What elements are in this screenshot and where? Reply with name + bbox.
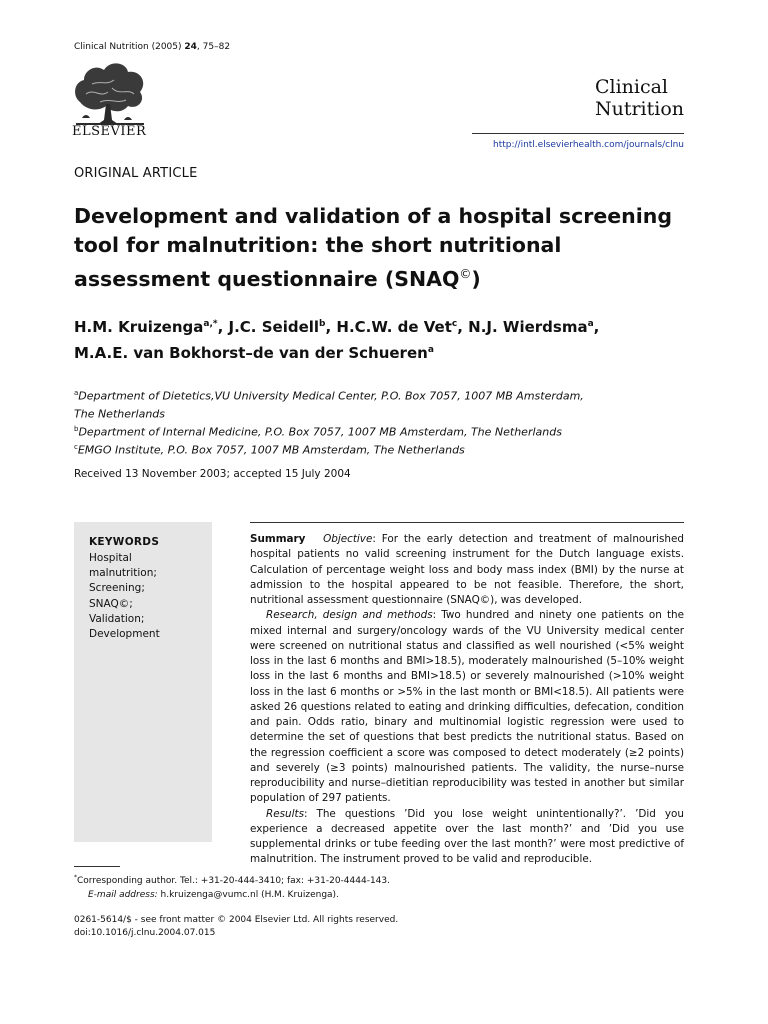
author-separator: , bbox=[325, 318, 337, 336]
author-separator: , bbox=[217, 318, 229, 336]
email-label: E-mail address: bbox=[88, 890, 158, 900]
author-affiliation-mark: c bbox=[451, 319, 458, 329]
journal-citation bbox=[74, 42, 230, 52]
summary-rule bbox=[250, 522, 684, 523]
keyword-item: Screening; bbox=[89, 582, 145, 595]
affiliation-line bbox=[74, 440, 694, 458]
header-rule bbox=[472, 133, 684, 134]
affiliation-text: Department of Internal Medicine, P.O. Box 7057, 1007 MB Amsterdam, The Netherlands bbox=[78, 425, 562, 439]
summary-results-text: : The questions ’Did you lose weight unintentionally?’. ’Did you experience a decreased appetite over the last month?’ and ’Did you use supplemental drinks or tube feeding over the last month?’ were most predictive of malnutrition. The instrument proved to be valid and reproducible. bbox=[250, 807, 684, 866]
article-title bbox=[74, 202, 694, 294]
footnote-corresponding bbox=[74, 871, 390, 888]
author bbox=[74, 344, 434, 362]
email-link[interactable]: h.kruizenga@vumc.nl (H.M. Kruizenga). bbox=[157, 890, 339, 900]
summary-methods-head: Research, design and methods bbox=[266, 609, 433, 622]
citation-journal: Clinical Nutrition (2005) bbox=[74, 42, 182, 52]
summary-results bbox=[250, 807, 684, 868]
summary-objective-head: Objective bbox=[323, 533, 373, 545]
affiliation-mark: c bbox=[74, 443, 78, 452]
summary-objective bbox=[250, 532, 684, 608]
author-name: M.A.E. van Bokhorst–de van der Schueren bbox=[74, 344, 428, 362]
affiliation-text: Department of Dietetics,VU University Medical Center, P.O. Box 7057, 1007 MB Amsterdam, bbox=[78, 389, 584, 403]
affiliation-line bbox=[74, 422, 694, 440]
title-copyright-mark: © bbox=[459, 267, 472, 281]
author bbox=[336, 318, 468, 336]
summary-label: Summary bbox=[250, 533, 306, 545]
journal-name-line2: Nutrition bbox=[594, 98, 684, 120]
affiliation-line bbox=[74, 386, 694, 404]
citation-volume: 24 bbox=[184, 42, 197, 52]
author-list bbox=[74, 313, 694, 365]
author-name: H.C.W. de Vet bbox=[336, 318, 452, 336]
received-dates: Received 13 November 2003; accepted 15 July 2004 bbox=[74, 468, 351, 480]
author-affiliation-mark: b bbox=[319, 319, 326, 329]
author-separator: , bbox=[457, 318, 469, 336]
summary-methods-text: : Two hundred and ninety one patients on the mixed internal and surgery/oncology wards of the VU University medical center were screened on nutritional status and classified as well nourished (<5% weight loss in the last 6 months and BMI>18.5), moderately malnourished (5–10% weight loss in the last 6 months and BMI>18.5) or severely malnourished (>10% weight loss in the last 6 months or >5% in the last month or BMI<18.5). All patients were asked 26 questions related to eating and drinking difficulties, defecation, condition and pain. Odds ratio, binary and multinomial logistic regression were used to determine the set of questions that best predicts the nutritional status. Based on the regression coefficient a score was composed to detect moderately (≥2 points) and severely (≥3 points) malnourished patients. The validity, the nurse–nurse reproducibility and nurse–dietitian reproducibility was tested in another but similar population of 297 patients. bbox=[250, 609, 684, 805]
footnote-email bbox=[74, 888, 390, 902]
keyword-item: malnutrition; bbox=[89, 567, 157, 580]
author-name: N.J. Wierdsma bbox=[468, 318, 588, 336]
journal-name-line1: Clinical bbox=[594, 76, 669, 98]
affiliation-line bbox=[74, 404, 694, 422]
journal-name bbox=[595, 76, 684, 120]
affiliation-text: The Netherlands bbox=[74, 407, 166, 421]
author-separator: , bbox=[593, 318, 600, 336]
article-type: ORIGINAL ARTICLE bbox=[74, 166, 198, 181]
footnote-mark: * bbox=[74, 874, 77, 881]
author-name: J.C. Seidell bbox=[228, 318, 320, 336]
author bbox=[74, 318, 229, 336]
title-main: Development and validation of a hospital screening tool for malnutrition: the short nutritional assessment questionnaire (SNAQ bbox=[74, 204, 673, 291]
summary-methods bbox=[250, 608, 684, 806]
author-affiliation-mark: a bbox=[587, 319, 594, 329]
keywords-list bbox=[89, 551, 160, 642]
keyword-item: Validation; bbox=[89, 612, 145, 625]
affiliation-text: EMGO Institute, P.O. Box 7057, 1007 MB Amsterdam, The Netherlands bbox=[77, 444, 465, 458]
keyword-item: Development bbox=[89, 628, 160, 641]
author-affiliation-mark: a,* bbox=[203, 319, 218, 329]
affiliations bbox=[74, 386, 694, 459]
keyword-item: Hospital bbox=[89, 552, 132, 564]
author bbox=[229, 318, 337, 336]
author-affiliation-mark: a bbox=[427, 345, 434, 355]
issn-doi bbox=[74, 914, 398, 939]
citation-pages: , 75–82 bbox=[196, 42, 231, 52]
summary-objective-text: : For the early detection and treatment of malnourished hospital patients no valid screening instrument for the Dutch language exists. Calculation of percentage weight loss and body mass index (BMI) by the nurse at admission to the hospital appeared to be not feasible. Therefore, the short, nutritional assessment questionnaire (SNAQ©), was developed. bbox=[250, 533, 684, 606]
publisher-name: ELSEVIER bbox=[72, 124, 147, 139]
issn-line: 0261-5614/$ - see front matter © 2004 Elsevier Ltd. All rights reserved. bbox=[74, 915, 399, 925]
author-name: H.M. Kruizenga bbox=[74, 318, 204, 336]
affiliation-mark: a bbox=[74, 389, 79, 397]
abstract-summary bbox=[250, 532, 684, 868]
journal-url-link[interactable]: http://intl.elsevierhealth.com/journals/clnu bbox=[493, 140, 684, 150]
corresponding-author-footnote bbox=[74, 871, 390, 902]
footnote-rule bbox=[74, 866, 120, 867]
keywords-title: KEYWORDS bbox=[89, 536, 160, 548]
footnote-text: Corresponding author. Tel.: +31-20-444-3410; fax: +31-20-4444-143. bbox=[77, 876, 390, 886]
affiliation-mark: b bbox=[74, 425, 79, 434]
author bbox=[468, 318, 599, 336]
keyword-item: SNAQ©; bbox=[89, 597, 133, 610]
summary-results-head: Results bbox=[266, 807, 304, 820]
doi-link[interactable]: doi:10.1016/j.clnu.2004.07.015 bbox=[74, 927, 216, 938]
title-end: ) bbox=[471, 266, 481, 291]
